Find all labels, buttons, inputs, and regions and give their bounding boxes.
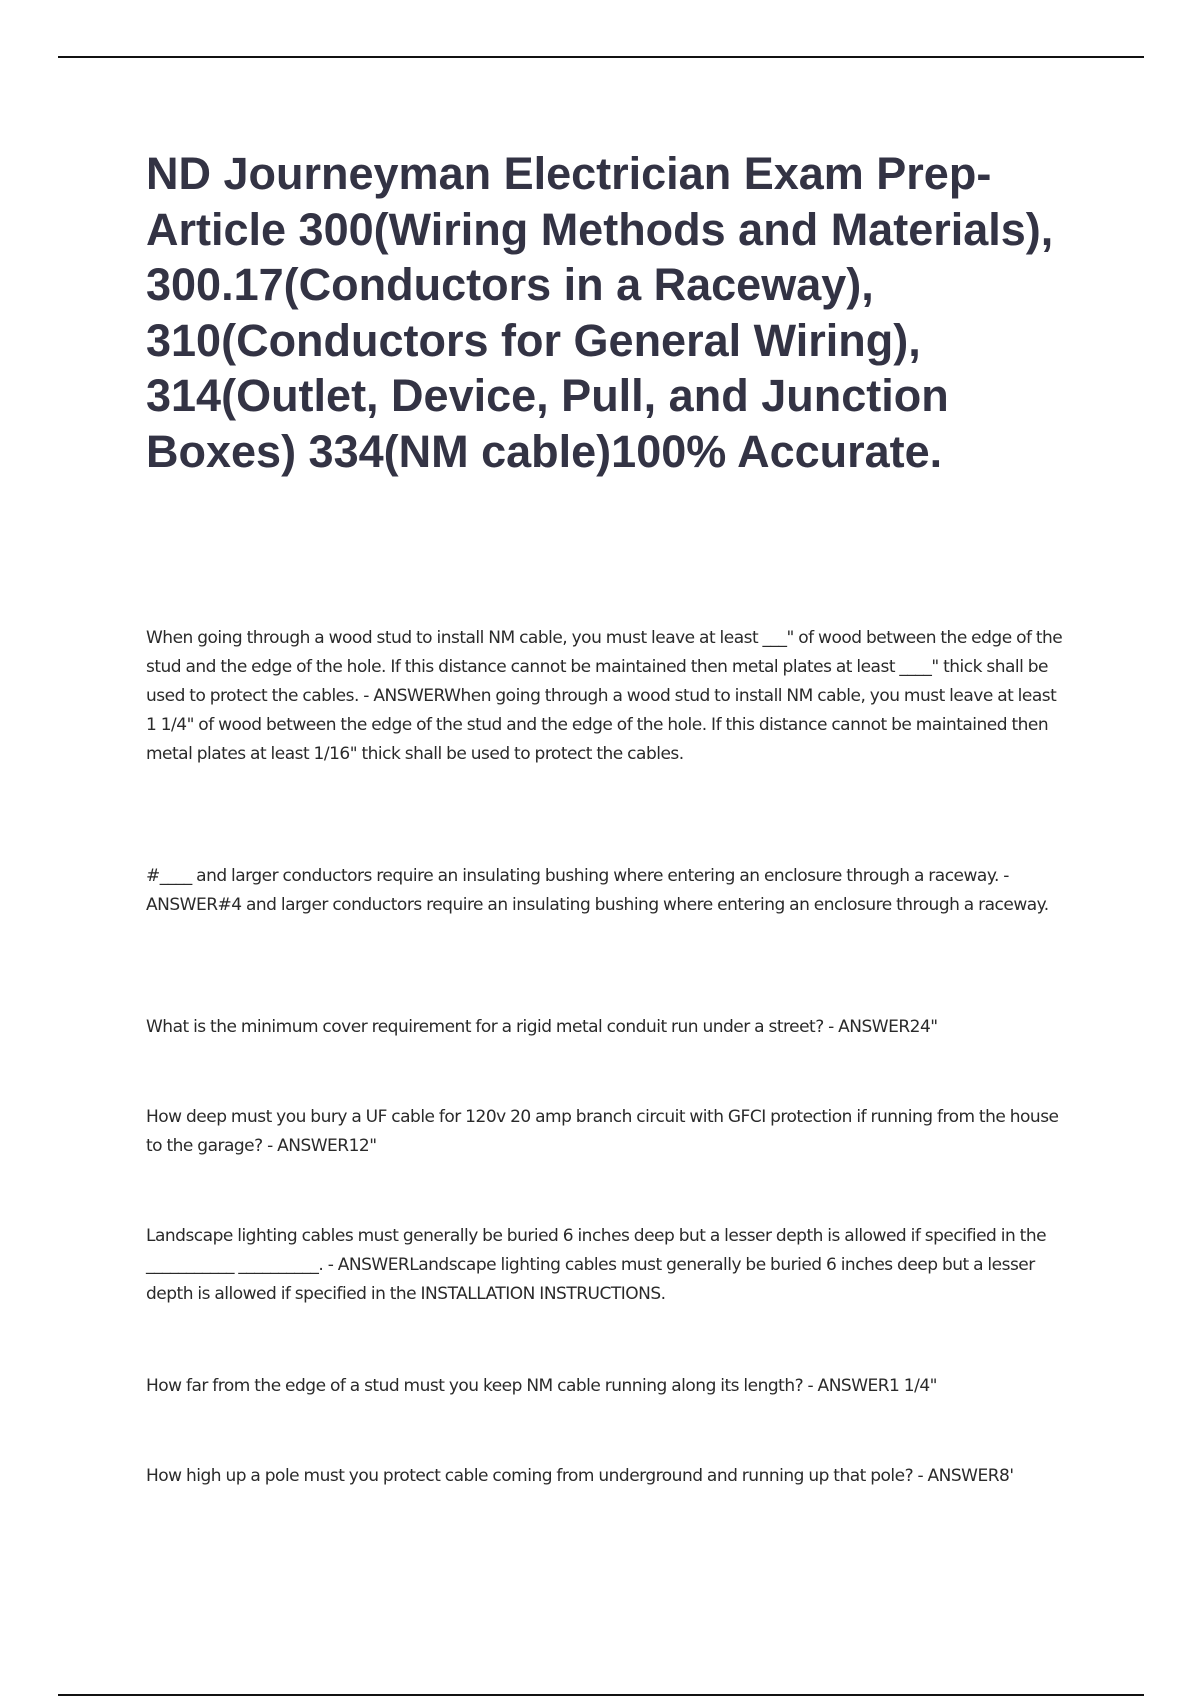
qa-entry: What is the minimum cover requirement for a rigid metal conduit run under a street? - ANSWER24"	[146, 1017, 938, 1037]
qa-entry: How deep must you bury a UF cable for 120v 20 amp branch circuit with GFCI protection if running from the house to the garage? - ANSWER12"	[146, 1107, 1059, 1156]
qa-entry: #____ and larger conductors require an insulating bushing where entering an enclosure through a raceway. - ANSWER#4 and larger conductors require an insulating bushing where entering an enclosure through a raceway.	[146, 866, 1049, 915]
qa-entry: How high up a pole must you protect cable coming from underground and running up that pole? - ANSWER8'	[146, 1466, 1014, 1486]
document-title: ND Journeyman Electrician Exam Prep- Article 300(Wiring Methods and Materials), 300.17(Conductors in a Raceway), 310(Conductors for General Wiring), 314(Outlet, Device, Pull, and Junction Boxes) 334(NM cable)100% Accurate.	[146, 148, 1054, 477]
bottom-divider	[58, 1694, 1144, 1696]
top-divider	[58, 56, 1144, 58]
qa-entry: Landscape lighting cables must generally be buried 6 inches deep but a lesser depth is allowed if specified in the ___________ __________. - ANSWERLandscape lighting cables must generally be buried 6 inches deep but a lesser depth is allowed if specified in the INSTALLATION INSTRUCTIONS.	[146, 1226, 1047, 1304]
qa-entry: When going through a wood stud to install NM cable, you must leave at least ___" of wood between the edge of the stud and the edge of the hole. If this distance cannot be maintained then metal plates at least ____" thick shall be used to protect the cables. - ANSWERWhen going through a wood stud to install NM cable, you must leave at least 1 1/4" of wood between the edge of the stud and the edge of the hole. If this distance cannot be maintained then metal plates at least 1/16" thick shall be used to protect the cables.	[146, 628, 1063, 764]
qa-entry: How far from the edge of a stud must you keep NM cable running along its length? - ANSWER1 1/4"	[146, 1376, 937, 1396]
